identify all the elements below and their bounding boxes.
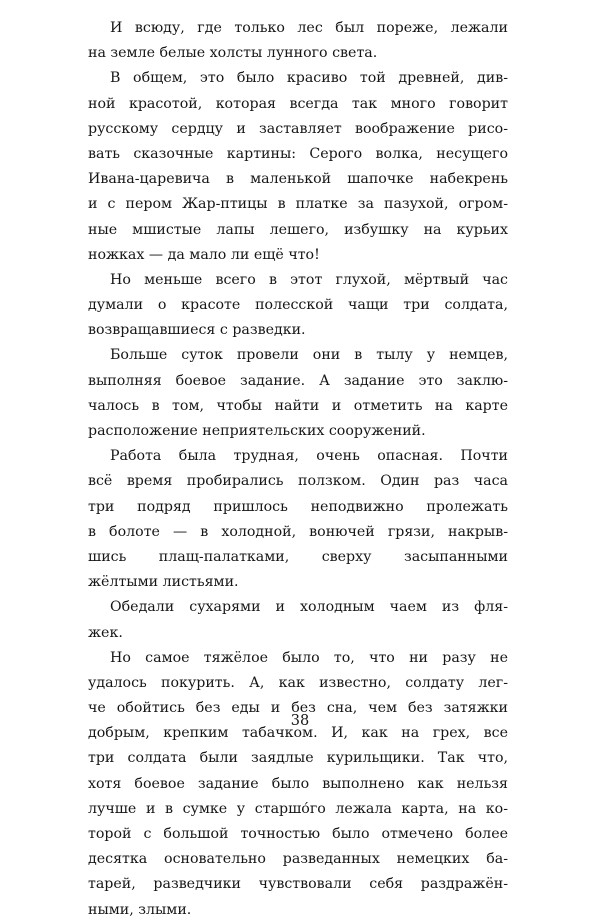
text-line: удалось покурить. А, как известно, солдату лег- [88, 674, 508, 691]
text-line: добрым, крепким табачком. И, как на грех, все [88, 725, 508, 742]
text-line: ной красотой, которая всегда так много говорит [88, 95, 508, 112]
text-line: тарей, разведчики чувствовали себя раздражён- [88, 876, 508, 893]
text-line: ножках — да мало ли ещё что! [88, 246, 320, 263]
text-line: возвращавшиеся с разведки. [88, 322, 306, 339]
text-line: ные мшистые лапы лешего, избушку на курьих [88, 221, 508, 238]
text-line: И всюду, где только лес был пореже, лежали [110, 20, 508, 36]
text-line: в болоте — в холодной, вонючей грязи, накрыв- [88, 523, 508, 540]
text-line: лучше и в сумке у старшо́го лежала карта, на ко- [88, 800, 508, 817]
text-line: выполняя боевое задание. А задание это заклю- [88, 372, 508, 389]
paragraph [88, 595, 508, 645]
text-line: десятка основательно разведанных немецких ба- [88, 851, 508, 868]
paragraph [88, 16, 508, 66]
text-line: Но самое тяжёлое было то, что ни разу не [110, 649, 508, 666]
text-line: расположение неприятельских сооружений. [88, 423, 426, 439]
text-line: Работа была трудная, очень опасная. Почти [110, 448, 508, 465]
text-line: В общем, это было красиво той древней, див- [110, 70, 508, 87]
text-line: вать сказочные картины: Серого волка, несущего [88, 145, 508, 162]
text-line: чалось в том, чтобы найти и отметить на карте [88, 397, 508, 414]
paragraph [88, 268, 508, 344]
text-line: жёлтыми листьями. [88, 574, 239, 591]
text-line: три солдата были заядлые курильщики. Так что, [88, 750, 508, 767]
text-line: русскому сердцу и заставляет воображение рисо- [88, 120, 508, 137]
text-line: думали о красоте полесской чащи три солдата, [88, 297, 508, 314]
text-line: торой с большой точностью было отмечено более [88, 826, 508, 842]
text-line: и с пером Жар-птицы в платке за пазухой, огром- [88, 196, 508, 213]
body-text [88, 16, 508, 923]
text-line: шись плащ-палатками, сверху засыпанными [88, 548, 508, 565]
text-line: Обедали сухарями и холодным чаем из фля- [110, 599, 508, 616]
text-line: три подряд пришлось неподвижно пролежать [88, 498, 508, 515]
page-number: 38 [290, 713, 310, 729]
text-line: Ивана-царевича в маленькой шапочке набекрень [88, 171, 508, 188]
text-line: на земле белые холсты лунного света. [88, 45, 378, 62]
text-line: хотя боевое задание было выполнено как нельзя [88, 775, 508, 792]
text-line: жек. [88, 624, 123, 641]
text-line: всё время пробирались ползком. Один раз часа [88, 473, 508, 490]
paragraph [88, 444, 508, 595]
text-line: Больше суток провели они в тылу у немцев, [110, 347, 508, 364]
text-line: Но меньше всего в этот глухой, мёртвый час [110, 271, 508, 288]
paragraph [88, 343, 508, 444]
paragraph [88, 646, 508, 923]
paragraph [88, 66, 508, 268]
text-line: ными, злыми. [88, 901, 192, 918]
text-line: че обойтись без еды и без сна, чем без затяжки [88, 700, 508, 717]
